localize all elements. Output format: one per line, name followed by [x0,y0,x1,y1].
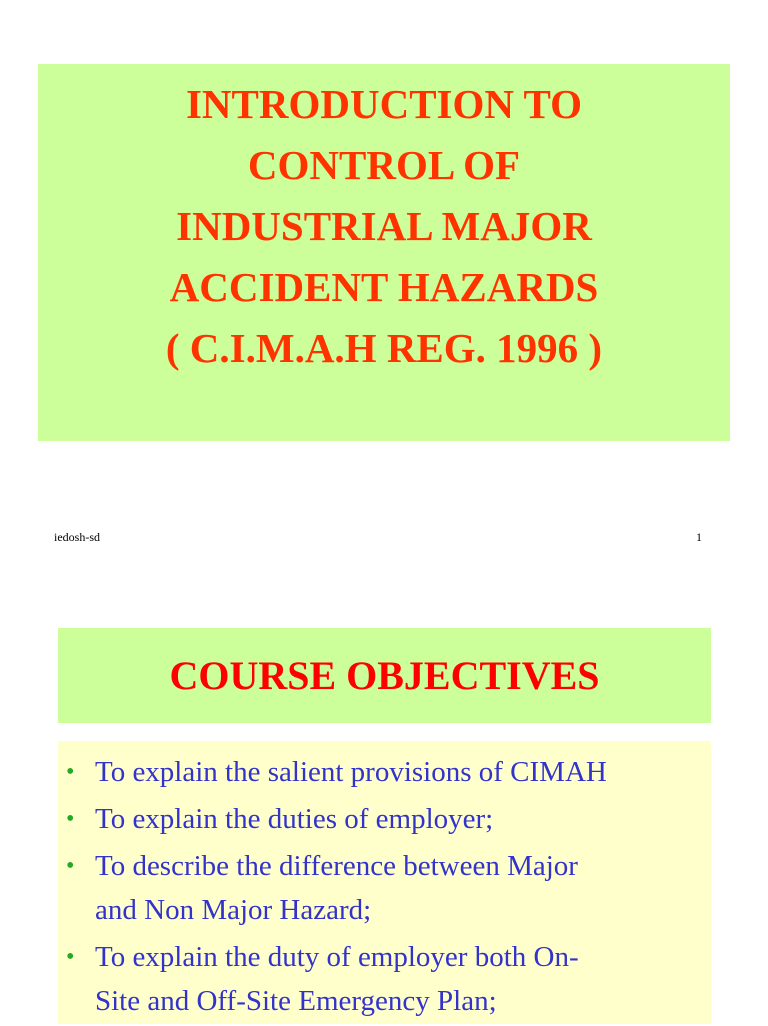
bullet-icon: • [66,944,75,970]
objective-text: To explain the salient provisions of CIMAH [95,756,607,788]
page-number: 1 [696,530,702,544]
title-line: INTRODUCTION TO [185,81,583,127]
objective-text: and Non Major Hazard; [95,894,372,926]
objective-text: Site and Off-Site Emergency Plan; [95,985,497,1017]
bullet-icon: • [66,759,75,785]
objective-item [58,797,711,841]
objective-item [58,844,711,932]
footer-label: iedosh-sd [54,530,100,544]
objective-text: To explain the duties of employer; [95,803,494,835]
objective-item [58,750,711,794]
objective-text: To explain the duty of employer both On- [95,941,579,973]
slide1-title [38,74,730,379]
objectives-box [58,741,711,1024]
objective-text: To describe the difference between Major [95,850,578,882]
title-line: ( C.I.M.A.H REG. 1996 ) [165,325,603,371]
course-objectives-heading: COURSE OBJECTIVES [169,653,600,698]
title-line: INDUSTRIAL MAJOR [176,203,592,249]
bullet-icon: • [66,853,75,879]
objective-item [58,935,711,1023]
title-line: ACCIDENT HAZARDS [169,264,599,310]
slide2-header-box [58,628,711,723]
slide1-title-box [38,64,730,441]
title-line: CONTROL OF [247,142,521,188]
bullet-icon: • [66,806,75,832]
objectives-list [58,750,711,1026]
